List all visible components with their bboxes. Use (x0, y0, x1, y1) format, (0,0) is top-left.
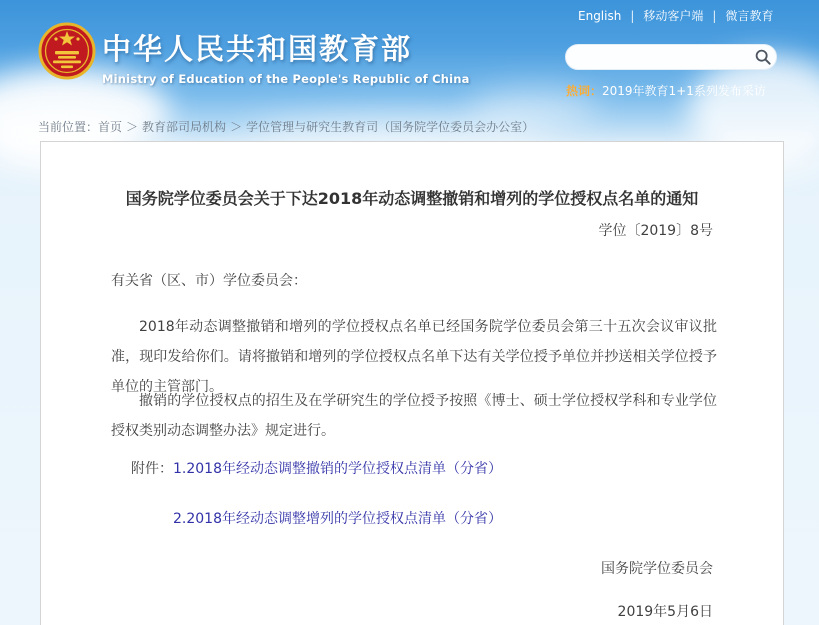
document-signature: 国务院学位委员会 (601, 561, 713, 577)
search-icon (754, 48, 772, 66)
nav-separator: | (630, 8, 635, 23)
nav-separator: | (712, 8, 717, 23)
attachments-label: 附件： (131, 461, 173, 477)
attachment-1-link[interactable]: 1.2018年经动态调整撤销的学位授权点清单（分省） (173, 461, 502, 477)
breadcrumb-home-link[interactable]: 首页 (98, 120, 123, 134)
breadcrumb-label: 当前位置： (38, 120, 99, 134)
nav-mobile-client-link[interactable]: 移动客户端 (643, 9, 704, 23)
top-nav (578, 7, 773, 24)
national-emblem-logo (38, 22, 96, 80)
document-panel (40, 141, 784, 625)
breadcrumb (38, 118, 534, 135)
breadcrumb-separator: ＞ (126, 120, 139, 134)
document-title: 国务院学位委员会关于下达2018年动态调整撤销和增列的学位授权点名单的通知 (125, 189, 699, 208)
hotwords-bar (566, 82, 766, 99)
document-date: 2019年5月6日 (617, 604, 713, 620)
attachment-row (173, 508, 502, 528)
nav-weibo-link[interactable]: 微言教育 (725, 9, 774, 23)
nav-english-link[interactable]: English (578, 8, 622, 23)
breadcrumb-separator: ＞ (230, 120, 243, 134)
search-input[interactable] (566, 46, 750, 68)
national-emblem-icon (38, 22, 96, 80)
hotwords-link[interactable]: 2019年教育1+1系列发布采访 (602, 84, 766, 98)
search-box (565, 44, 777, 70)
breadcrumb-departments-link[interactable]: 教育部司局机构 (142, 120, 227, 134)
site-subtitle: Ministry of Education of the People's Republic of China (102, 72, 470, 86)
attachment-row (131, 458, 502, 478)
document-paragraph: 2018年动态调整撤销和增列的学位授权点名单已经国务院学位委员会第三十五次会议审议批准，现印发给你们。请将撤销和增列的学位授权点名单下达有关学位授予单位并抄送相关学位授予单位的主管部门。 (111, 319, 717, 395)
document-salutation: 有关省（区、市）学位委员会： (111, 273, 307, 289)
site-brand[interactable] (102, 27, 470, 86)
attachment-2-link[interactable]: 2.2018年经动态调整增列的学位授权点清单（分省） (173, 511, 502, 527)
search-button[interactable] (750, 45, 776, 69)
document-paragraph: 撤销的学位授权点的招生及在学研究生的学位授予按照《博士、硕士学位授权学科和专业学位授权类别动态调整办法》规定进行。 (111, 393, 717, 439)
document-number: 学位〔2019〕8号 (598, 223, 713, 239)
hotwords-label: 热词： (566, 84, 603, 98)
site-title: 中华人民共和国教育部 (102, 32, 413, 66)
breadcrumb-degree-office-link[interactable]: 学位管理与研究生教育司（国务院学位委员会办公室） (246, 120, 535, 134)
